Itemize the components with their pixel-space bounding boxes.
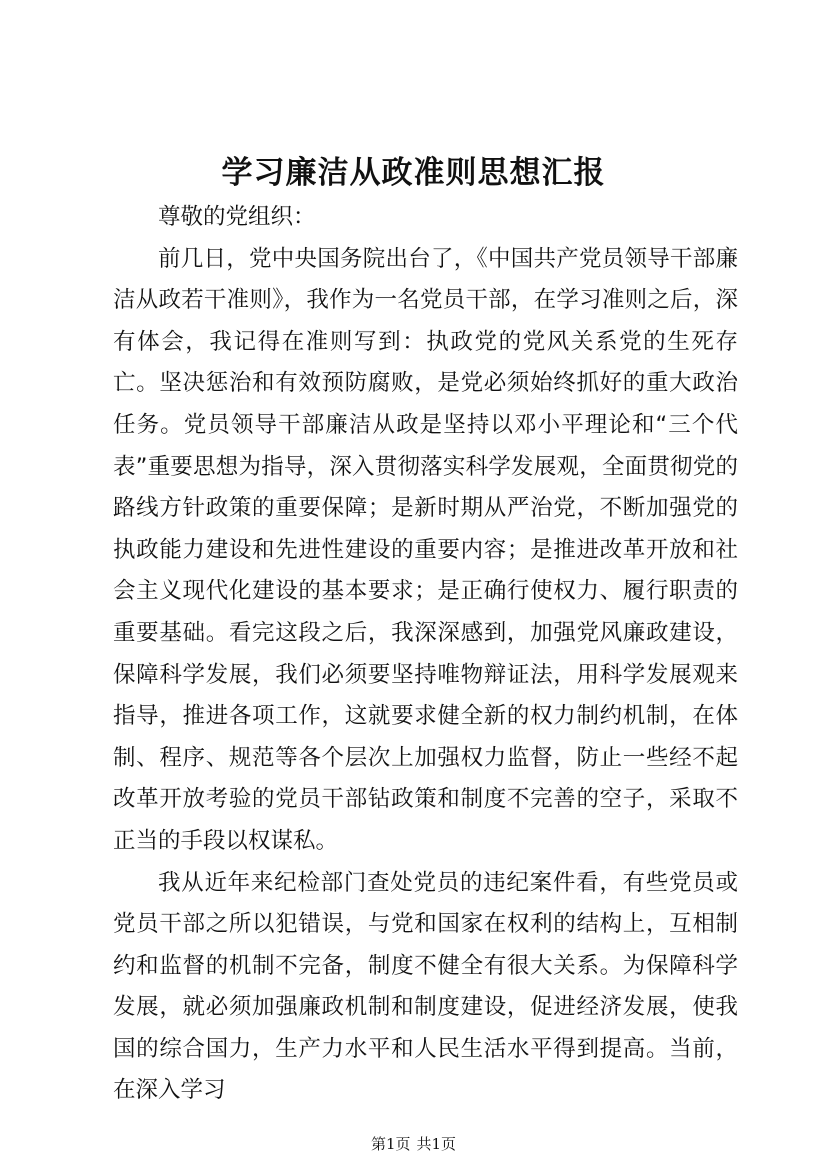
page-number: 第1页 bbox=[370, 1135, 411, 1153]
paragraph-1: 前几日，党中央国务院出台了，《中国共产党员领导干部廉洁从政若干准则》，我作为一名党员干部，在学习准则之后，深有体会，我记得在准则写到：执政党的党风关系党的生死存亡。坚决惩治和有效预防腐败，是党必须始终抓好的重大政治任务。党员领导干部廉洁从政是坚持以邓小平理论和“三个代表”重要思想为指导，深入贯彻落实科学发展观，全面贯彻党的路线方针政策的重要保障；是新时期从严治党，不断加强党的执政能力建设和先进性建设的重要内容；是推进改革开放和社会主义现代化建设的基本要求；是正确行使权力、履行职责的重要基础。看完这段之后，我深深感到，加强党风廉政建设，保障科学发展，我们必须要坚持唯物辩证法，用科学发展观来指导，推进各项工作，这就要求健全新的权力制约机制，在体制、程序、规范等各个层次上加强权力监督，防止一些经不起改革开放考验的党员干部钻政策和制度不完善的空子，采取不正当的手段以权谋私。 bbox=[113, 245, 738, 854]
paragraph-2: 我从近年来纪检部门查处党员的违纪案件看，有些党员或党员干部之所以犯错误，与党和国家在权利的结构上，互相制约和监督的机制不完备，制度不健全有很大关系。为保障科学发展，就必须加强廉政机制和制度建设，促进经济发展，使我国的综合国力，生产力水平和人民生活水平得到提高。当前，在深入学习 bbox=[113, 869, 738, 1104]
document-title: 学习廉洁从政准则思想汇报 bbox=[221, 155, 606, 191]
page-total: 共1页 bbox=[416, 1135, 457, 1153]
salutation: 尊敬的党组织： bbox=[158, 204, 316, 230]
document-body bbox=[113, 197, 738, 1112]
page-footer bbox=[0, 1133, 827, 1154]
